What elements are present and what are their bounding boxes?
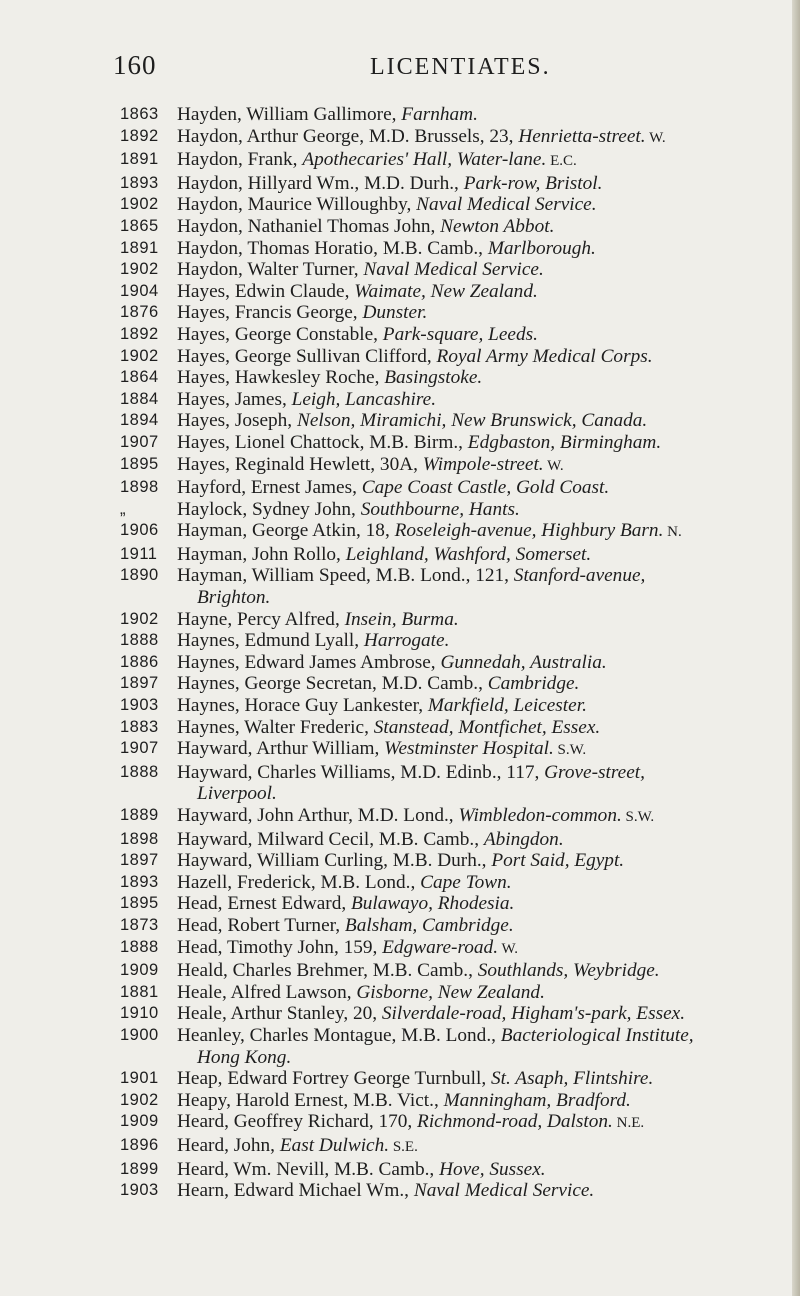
entry-text [177, 477, 790, 499]
entry-row [120, 1090, 790, 1112]
entry-name: Hayward, William Curling, M.B. Durh., [177, 850, 492, 872]
entry-text [177, 544, 790, 566]
entry-year: 1893 [120, 173, 159, 192]
entry-year: 1897 [120, 851, 159, 870]
entry-text [177, 893, 790, 915]
entry-text [177, 389, 790, 411]
entry-year: 1904 [120, 281, 159, 300]
entry-address: Grove-street, [544, 761, 645, 783]
entry-address: Stanstead, Montfichet, Essex. [373, 716, 601, 738]
entry-address: Liverpool. [197, 783, 277, 805]
entry-name: Hayward, Arthur William, [177, 738, 385, 760]
entry-text [177, 149, 790, 173]
entry-text [177, 1111, 790, 1135]
entry-address: Apothecaries' Hall, Water-lane. [302, 149, 547, 171]
entry-year: 1876 [120, 303, 159, 322]
entry-row [120, 194, 790, 216]
entry-text [177, 432, 790, 454]
entry-address: Wimpole-street. [422, 453, 544, 475]
entry-text [177, 960, 790, 982]
entry-year: 1893 [120, 872, 159, 891]
entry-text [177, 717, 790, 739]
entry-row [120, 520, 790, 544]
entry-year: 1881 [120, 982, 159, 1001]
entry-name: Haydon, Thomas Horatio, M.B. Camb., [177, 237, 488, 259]
entry-text [177, 652, 790, 674]
entry-row [120, 477, 790, 499]
entry-name: Haydon, Hillyard Wm., M.D. Durh., [177, 172, 464, 194]
entry-row [120, 324, 790, 346]
entry-text [177, 499, 790, 521]
entry-text [177, 587, 790, 609]
entry-text [177, 673, 790, 695]
entry-name: Hayward, John Arthur, M.D. Lond., [177, 805, 459, 826]
entry-row [120, 238, 790, 260]
entry-text [177, 126, 790, 150]
entry-address: Insein, Burma. [344, 608, 459, 630]
entry-year: 1895 [120, 894, 159, 913]
page-number: 160 [113, 50, 157, 80]
entry-name: Hayes, Reginald Hewlett, 30A, [177, 453, 423, 475]
entry-year: 1907 [120, 739, 159, 758]
entry-name: Heale, Alfred Lawson, [177, 981, 357, 1003]
entry-text [177, 104, 790, 126]
entry-address: Leighland, Washford, Somerset. [345, 543, 592, 565]
entry-address: Harrogate. [363, 630, 450, 652]
entry-year: 1902 [120, 195, 159, 214]
entry-name: Haynes, Edmund Lyall, [177, 630, 364, 652]
entry-address: Leigh, Lancashire. [291, 388, 437, 410]
running-head: LICENTIATES. [370, 54, 551, 80]
entry-address: Marlborough. [487, 237, 596, 259]
entry-text [177, 238, 790, 260]
entry-name: Haydon, Maurice Willoughby, [177, 194, 417, 216]
entry-year: „ [120, 499, 126, 518]
entry-year: 1902 [120, 609, 159, 628]
entry-text [177, 762, 790, 784]
entry-address: Newton Abbot. [440, 215, 555, 237]
entry-row [120, 173, 790, 195]
entry-text [177, 173, 790, 195]
entry-address: Silverdale-road, Higham's-park, Essex. [381, 1003, 686, 1025]
entry-name: Heard, Geoffrey Richard, 170, [177, 1111, 418, 1133]
entry-row [120, 805, 790, 829]
entry-name: Hazell, Frederick, M.B. Lond., [177, 871, 421, 893]
entry-name: Haylock, Sydney John, [177, 498, 361, 520]
entry-name: Hayward, Milward Cecil, M.B. Camb., [177, 828, 484, 850]
entry-name: Haydon, Arthur George, M.D. Brussels, 23, [177, 125, 519, 147]
entry-year: 1902 [120, 260, 159, 279]
entry-address: Naval Medical Service. [416, 194, 597, 216]
entry-year: 1910 [120, 1004, 159, 1023]
entry-text [177, 1047, 790, 1069]
entry-row [120, 410, 790, 432]
entry-address: Southlands, Weybridge. [477, 960, 660, 982]
entry-row [120, 126, 790, 150]
entry-year: 1911 [120, 544, 158, 563]
entry-row [120, 717, 790, 739]
entry-address: Henrietta-street. [518, 125, 646, 147]
entry-text [177, 805, 790, 829]
entry-row [120, 1135, 790, 1159]
entry-address: Stanford-avenue, [513, 565, 646, 587]
entry-row [120, 454, 790, 478]
entry-district: E.C. [546, 153, 577, 170]
entry-year: 1892 [120, 126, 159, 145]
entry-address: Naval Medical Service. [363, 259, 544, 281]
entry-row [120, 1068, 790, 1090]
entry-name: Haynes, Walter Frederic, [177, 716, 374, 738]
entry-year: 1873 [120, 915, 159, 934]
entry-row [120, 302, 790, 324]
entry-address: St. Asaph, Flintshire. [491, 1068, 654, 1090]
entry-year: 1894 [120, 411, 159, 430]
entry-row [120, 762, 790, 784]
entry-district: W. [645, 129, 666, 146]
entry-row [120, 565, 790, 587]
entry-year: 1900 [120, 1025, 159, 1044]
entry-address: Park-square, Leeds. [382, 323, 538, 345]
entry-text [177, 738, 790, 762]
entry-text [177, 937, 790, 961]
entry-text [177, 872, 790, 894]
entry-address: Roseleigh-avenue, Highbury Barn. [394, 520, 664, 542]
entry-address: Park-row, Bristol. [463, 172, 603, 194]
entry-address: Waimate, New Zealand. [354, 280, 538, 302]
entry-year: 1883 [120, 717, 159, 736]
entry-district: W. [498, 940, 519, 957]
entry-row [120, 1003, 790, 1025]
entry-text [177, 520, 790, 544]
entry-continuation-row [120, 783, 790, 805]
entry-text [177, 194, 790, 216]
entry-address: Cambridge. [487, 673, 580, 695]
entry-district: S.W. [621, 809, 655, 825]
entry-year: 1906 [120, 521, 159, 540]
entry-name: Hayward, Charles Williams, M.D. Edinb., 117, [177, 761, 545, 783]
entry-year: 1895 [120, 454, 159, 473]
entry-name: Haynes, Horace Guy Lankester, [177, 695, 428, 717]
entry-text [177, 367, 790, 389]
entry-row [120, 630, 790, 652]
entry-text [177, 281, 790, 303]
entry-year: 1888 [120, 631, 159, 650]
entry-text [177, 324, 790, 346]
entry-year: 1863 [120, 105, 159, 123]
entry-row [120, 872, 790, 894]
entry-name: Head, Timothy John, 159, [177, 936, 383, 958]
entry-name: Heapy, Harold Ernest, M.B. Vict., [177, 1089, 444, 1111]
entry-text [177, 1003, 790, 1025]
entry-district: N. [663, 524, 682, 541]
entry-district: N.E. [612, 1115, 645, 1132]
entry-year: 1903 [120, 1181, 159, 1200]
entry-address: Basingstoke. [384, 367, 483, 389]
entry-year: 1897 [120, 674, 159, 693]
entry-address: Bulawayo, Rhodesia. [351, 893, 515, 915]
entry-name: Haydon, Frank, [177, 149, 303, 171]
entry-row [120, 915, 790, 937]
entry-year: 1899 [120, 1159, 159, 1178]
entry-text [177, 1159, 790, 1181]
entry-year: 1889 [120, 806, 159, 824]
licentiates-list [120, 104, 790, 1202]
entry-row [120, 389, 790, 411]
entry-district: S.E. [389, 1138, 418, 1155]
entry-row [120, 259, 790, 281]
entry-name: Haynes, George Secretan, M.D. Camb., [177, 673, 488, 695]
entry-name: Hayman, George Atkin, 18, [177, 520, 395, 542]
entry-year: 1898 [120, 829, 159, 848]
entry-address: Balsham, Cambridge. [344, 914, 514, 936]
entry-address: Royal Army Medical Corps. [436, 345, 653, 367]
entry-text [177, 1135, 790, 1159]
entry-name: Head, Robert Turner, [177, 914, 345, 936]
entry-text [177, 783, 790, 805]
entry-address: Bacteriological Institute, [500, 1024, 694, 1046]
entry-address: Port Said, Egypt. [491, 850, 625, 872]
entry-year: 1892 [120, 324, 159, 343]
entry-address: Manningham, Bradford. [443, 1089, 631, 1111]
entry-name: Head, Ernest Edward, [177, 893, 352, 915]
entry-year: 1865 [120, 216, 159, 235]
entry-address: Wimbledon-common. [458, 805, 622, 826]
entry-name: Hayden, William Gallimore, [177, 104, 402, 125]
entry-address: Hove, Sussex. [439, 1158, 546, 1180]
entry-year: 1890 [120, 566, 159, 585]
entry-row [120, 499, 790, 521]
entry-row [120, 216, 790, 238]
entry-address: Nelson, Miramichi, New Brunswick, Canada. [296, 410, 648, 432]
entry-name: Heald, Charles Brehmer, M.B. Camb., [177, 960, 478, 982]
entry-name: Hayman, John Rollo, [177, 543, 346, 565]
entry-text [177, 216, 790, 238]
entry-name: Hayes, Lionel Chattock, M.B. Birm., [177, 431, 468, 453]
entry-row [120, 982, 790, 1004]
entry-address: Markfield, Leicester. [427, 695, 587, 717]
entry-year: 1901 [120, 1069, 159, 1088]
entry-year: 1891 [120, 238, 159, 257]
entry-row [120, 432, 790, 454]
entry-row [120, 850, 790, 872]
entry-name: Hayes, George Sullivan Clifford, [177, 345, 437, 367]
entry-address: Naval Medical Service. [413, 1180, 595, 1202]
entry-name: Hayes, Francis George, [177, 302, 363, 324]
entry-year: 1888 [120, 762, 159, 781]
entry-name: Hayne, Percy Alfred, [177, 608, 345, 630]
entry-row [120, 281, 790, 303]
entry-district: S.W. [553, 742, 587, 759]
entry-name: Heap, Edward Fortrey George Turnbull, [177, 1068, 491, 1090]
entry-row [120, 1180, 790, 1202]
entry-name: Heale, Arthur Stanley, 20, [177, 1003, 382, 1025]
entry-year: 1909 [120, 961, 159, 980]
entry-address: Gunnedah, Australia. [440, 651, 607, 673]
entry-row [120, 149, 790, 173]
entry-text [177, 609, 790, 631]
entry-continuation-row [120, 587, 790, 609]
entry-address: Westminster Hospital. [384, 738, 554, 760]
entry-row [120, 346, 790, 368]
entry-address: Edgware-road. [382, 936, 499, 958]
entry-row [120, 960, 790, 982]
entry-row [120, 738, 790, 762]
entry-text [177, 915, 790, 937]
entry-row [120, 104, 790, 126]
entry-address: Richmond-road, Dalston. [417, 1111, 613, 1133]
entry-year: 1902 [120, 346, 159, 365]
entry-name: Hayes, Edwin Claude, [177, 280, 355, 302]
entry-year: 1864 [120, 368, 159, 387]
entry-year: 1886 [120, 652, 159, 671]
entry-row [120, 544, 790, 566]
entry-continuation-row [120, 1047, 790, 1069]
entry-name: Heard, John, [177, 1134, 280, 1156]
entry-text [177, 630, 790, 652]
entry-address: Dunster. [362, 302, 428, 324]
entry-text [177, 1180, 790, 1202]
entry-address: Southbourne, Hants. [360, 498, 520, 520]
entry-name: Hayes, George Constable, [177, 323, 383, 345]
entry-row [120, 367, 790, 389]
entry-year: 1903 [120, 696, 159, 715]
entry-address: Edgbaston, Birmingham. [467, 431, 662, 453]
entry-row [120, 829, 790, 851]
entry-row [120, 695, 790, 717]
page-edge [792, 0, 800, 1296]
entry-year: 1907 [120, 432, 159, 451]
entry-address: Cape Coast Castle, Gold Coast. [361, 477, 610, 499]
entry-address: Cape Town. [420, 871, 512, 893]
entry-row [120, 609, 790, 631]
entry-row [120, 1111, 790, 1135]
entry-name: Heard, Wm. Nevill, M.B. Camb., [177, 1158, 440, 1180]
entry-name: Hayford, Ernest James, [177, 477, 362, 499]
entry-name: Hayes, James, [177, 388, 292, 410]
entry-text [177, 1068, 790, 1090]
entry-year: 1902 [120, 1090, 159, 1109]
entry-year: 1898 [120, 478, 159, 497]
entry-year: 1888 [120, 937, 159, 956]
entry-address: Brighton. [197, 587, 271, 609]
entry-row [120, 1025, 790, 1047]
entry-row [120, 937, 790, 961]
entry-name: Hayes, Joseph, [177, 410, 297, 432]
entry-name: Heanley, Charles Montague, M.B. Lond., [177, 1024, 501, 1046]
entry-name: Hayman, William Speed, M.B. Lond., 121, [177, 565, 514, 587]
entry-text [177, 454, 790, 478]
entry-name: Hearn, Edward Michael Wm., [177, 1180, 414, 1202]
entry-text [177, 850, 790, 872]
entry-row [120, 652, 790, 674]
entry-name: Haydon, Nathaniel Thomas John, [177, 215, 441, 237]
entry-year: 1891 [120, 150, 159, 169]
entry-text [177, 1025, 790, 1047]
entry-text [177, 410, 790, 432]
entry-text [177, 695, 790, 717]
entry-text [177, 302, 790, 324]
entry-text [177, 829, 790, 851]
entry-address: Farnham. [401, 104, 478, 125]
entry-row [120, 893, 790, 915]
entry-name: Haynes, Edward James Ambrose, [177, 651, 441, 673]
entry-address: Abingdon. [483, 828, 564, 850]
entry-name: Hayes, Hawkesley Roche, [177, 367, 385, 389]
entry-address: Gisborne, New Zealand. [356, 981, 545, 1003]
entry-text [177, 259, 790, 281]
entry-address: East Dulwich. [279, 1134, 390, 1156]
entry-text [177, 982, 790, 1004]
entry-district: W. [543, 457, 564, 474]
entry-row [120, 673, 790, 695]
entry-text [177, 346, 790, 368]
entry-address: Hong Kong. [197, 1046, 292, 1068]
entry-text [177, 565, 790, 587]
entry-year: 1884 [120, 389, 159, 408]
entry-text [177, 1090, 790, 1112]
entry-name: Haydon, Walter Turner, [177, 259, 364, 281]
entry-year: 1896 [120, 1135, 159, 1154]
entry-row [120, 1159, 790, 1181]
entry-year: 1909 [120, 1112, 159, 1131]
